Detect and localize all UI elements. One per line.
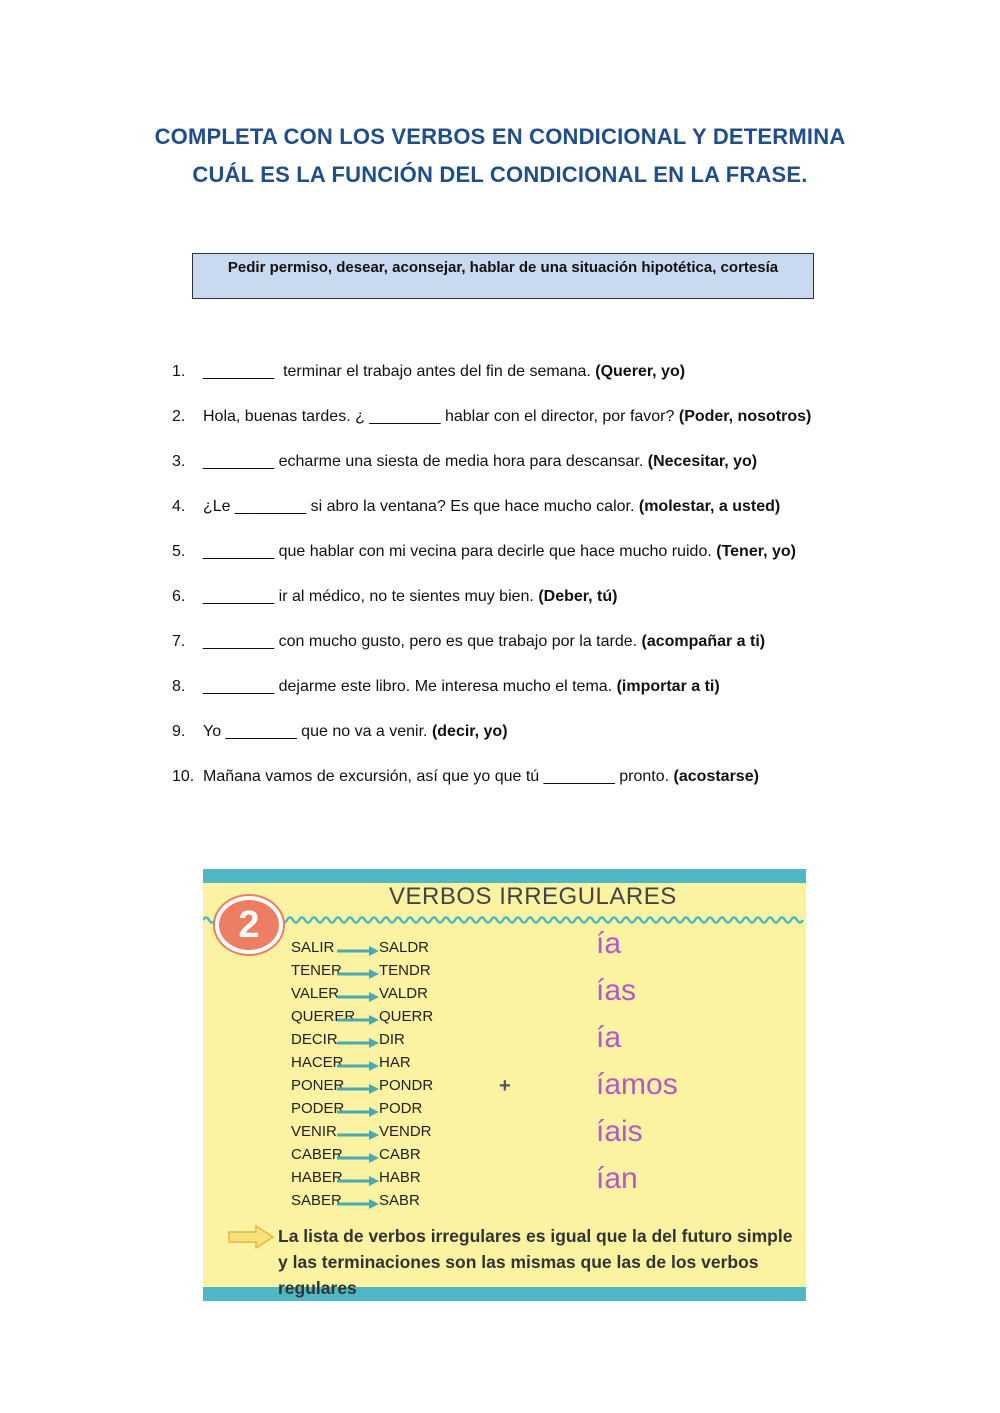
verb-stem: PONDR xyxy=(379,1077,434,1094)
verb-infinitive: DECIR xyxy=(291,1031,338,1048)
verb-infinitive: PONER xyxy=(291,1077,345,1094)
verb-infinitive: SALIR xyxy=(291,939,335,956)
ending: ía xyxy=(596,1021,622,1054)
plus-sign: + xyxy=(499,1075,511,1097)
exercise-number: 10. xyxy=(172,768,195,785)
exercise-number: 8. xyxy=(172,678,186,695)
arrow-icon xyxy=(337,1084,379,1094)
verb-infinitive: VENIR xyxy=(291,1123,337,1140)
title-line-2: CUÁL ES LA FUNCIÓN DEL CONDICIONAL EN LA FRASE. xyxy=(192,162,808,187)
exercise-text: ¿Le ________ si abro la ventana? Es que hace mucho calor. xyxy=(203,498,639,515)
exercise-item xyxy=(172,675,872,720)
ending-list xyxy=(596,924,678,1206)
exercise-hint: (Querer, yo) xyxy=(595,363,686,380)
exercise-number: 2. xyxy=(172,408,186,425)
ending: íamos xyxy=(596,1068,678,1101)
ending: ía xyxy=(596,927,622,960)
exercise-text: ________ terminar el trabajo antes del fin de semana. xyxy=(203,363,596,380)
top-band xyxy=(203,869,806,883)
exercise-hint: (acostarse) xyxy=(673,768,759,785)
verb-stem: HAR xyxy=(379,1054,411,1071)
exercise-text: Yo ________ que no va a venir. xyxy=(203,723,432,740)
arrow-icon xyxy=(337,1061,379,1071)
exercise-hint: (importar a ti) xyxy=(616,678,720,695)
arrow-icon xyxy=(337,1153,379,1163)
exercise-number: 7. xyxy=(172,633,186,650)
exercise-hint: (Necesitar, yo) xyxy=(647,453,758,470)
verb-stem: PODR xyxy=(379,1100,423,1117)
verb-stem: VALDR xyxy=(379,985,428,1002)
exercise-list xyxy=(172,360,872,810)
step-badge: 2 xyxy=(215,896,283,954)
arrow-icon xyxy=(337,1015,379,1025)
exercise-hint: (acompañar a ti) xyxy=(641,633,766,650)
arrow-icon xyxy=(337,1107,379,1117)
exercise-item xyxy=(172,630,872,675)
exercise-hint: (molestar, a usted) xyxy=(638,498,781,515)
ending: íais xyxy=(596,1115,643,1148)
exercise-text: ________ con mucho gusto, pero es que trabajo por la tarde. xyxy=(203,633,642,650)
exercise-hint: (Poder, nosotros) xyxy=(678,408,812,425)
exercise-text: Hola, buenas tardes. ¿ ________ hablar con el director, por favor? xyxy=(203,408,679,425)
exercise-item xyxy=(172,765,872,810)
verb-infinitive: CABER xyxy=(291,1146,343,1163)
ending: ías xyxy=(596,974,637,1007)
arrow-icon xyxy=(337,946,379,956)
verb-infinitive: HABER xyxy=(291,1169,343,1186)
exercise-number: 9. xyxy=(172,723,186,740)
exercise-hint: (Deber, tú) xyxy=(538,588,618,605)
verb-infinitive: TENER xyxy=(291,962,342,979)
functions-box xyxy=(192,253,814,299)
infographic-note: La lista de verbos irregulares es igual que la del futuro simple y las terminaciones son las mismas que las de los verbos regulares xyxy=(278,1226,793,1298)
wave-divider xyxy=(203,915,806,925)
arrow-icon xyxy=(337,1038,379,1048)
exercise-item xyxy=(172,495,872,540)
verb-stem: HABR xyxy=(379,1169,421,1186)
exercise-text: ________ echarme una siesta de media hora para descansar. xyxy=(203,453,648,470)
verb-stem: DIR xyxy=(379,1031,405,1048)
exercise-item xyxy=(172,450,872,495)
exercise-number: 6. xyxy=(172,588,186,605)
arrow-icon xyxy=(337,1199,379,1209)
verb-infinitive: PODER xyxy=(291,1100,345,1117)
exercise-text: Mañana vamos de excursión, así que yo que tú ________ pronto. xyxy=(203,768,674,785)
arrow-icon xyxy=(337,992,379,1002)
verb-stem: TENDR xyxy=(379,962,431,979)
exercise-text: ________ que hablar con mi vecina para decirle que hace mucho ruido. xyxy=(203,543,717,560)
verb-infinitive: SABER xyxy=(291,1192,342,1209)
arrow-icon xyxy=(337,1130,379,1140)
verb-stem: VENDR xyxy=(379,1123,432,1140)
exercise-number: 4. xyxy=(172,498,186,515)
verb-infinitive: HACER xyxy=(291,1054,344,1071)
exercise-item xyxy=(172,405,872,450)
exercise-number: 1. xyxy=(172,363,186,380)
verb-stem: CABR xyxy=(379,1146,421,1163)
verb-infinitive: QUERER xyxy=(291,1008,356,1025)
irregular-verbs-infographic xyxy=(203,869,806,1301)
exercise-hint: (Tener, yo) xyxy=(716,543,796,560)
worksheet-title xyxy=(0,118,1000,194)
infographic-heading: VERBOS IRREGULARES xyxy=(389,883,677,910)
verb-infinitive: VALER xyxy=(291,985,340,1002)
exercise-text: ________ ir al médico, no te sientes muy bien. xyxy=(203,588,539,605)
exercise-number: 3. xyxy=(172,453,186,470)
arrow-icon xyxy=(337,1176,379,1186)
exercise-text: ________ dejarme este libro. Me interesa mucho el tema. xyxy=(203,678,617,695)
exercise-item xyxy=(172,585,872,630)
pointer-arrow-icon xyxy=(228,1225,274,1249)
exercise-hint: (decir, yo) xyxy=(431,723,508,740)
ending: ían xyxy=(596,1162,638,1195)
exercise-item xyxy=(172,720,872,765)
exercise-item xyxy=(172,540,872,585)
exercise-number: 5. xyxy=(172,543,186,560)
arrow-icon xyxy=(337,969,379,979)
functions-text: Pedir permiso, desear, aconsejar, hablar de una situación hipotética, cortesía xyxy=(227,259,779,276)
exercise-item xyxy=(172,360,872,405)
verb-stem: QUERR xyxy=(379,1008,434,1025)
verb-stem: SALDR xyxy=(379,939,430,956)
verb-stem: SABR xyxy=(379,1192,420,1209)
title-line-1: COMPLETA CON LOS VERBOS EN CONDICIONAL Y DETERMINA xyxy=(154,124,846,149)
